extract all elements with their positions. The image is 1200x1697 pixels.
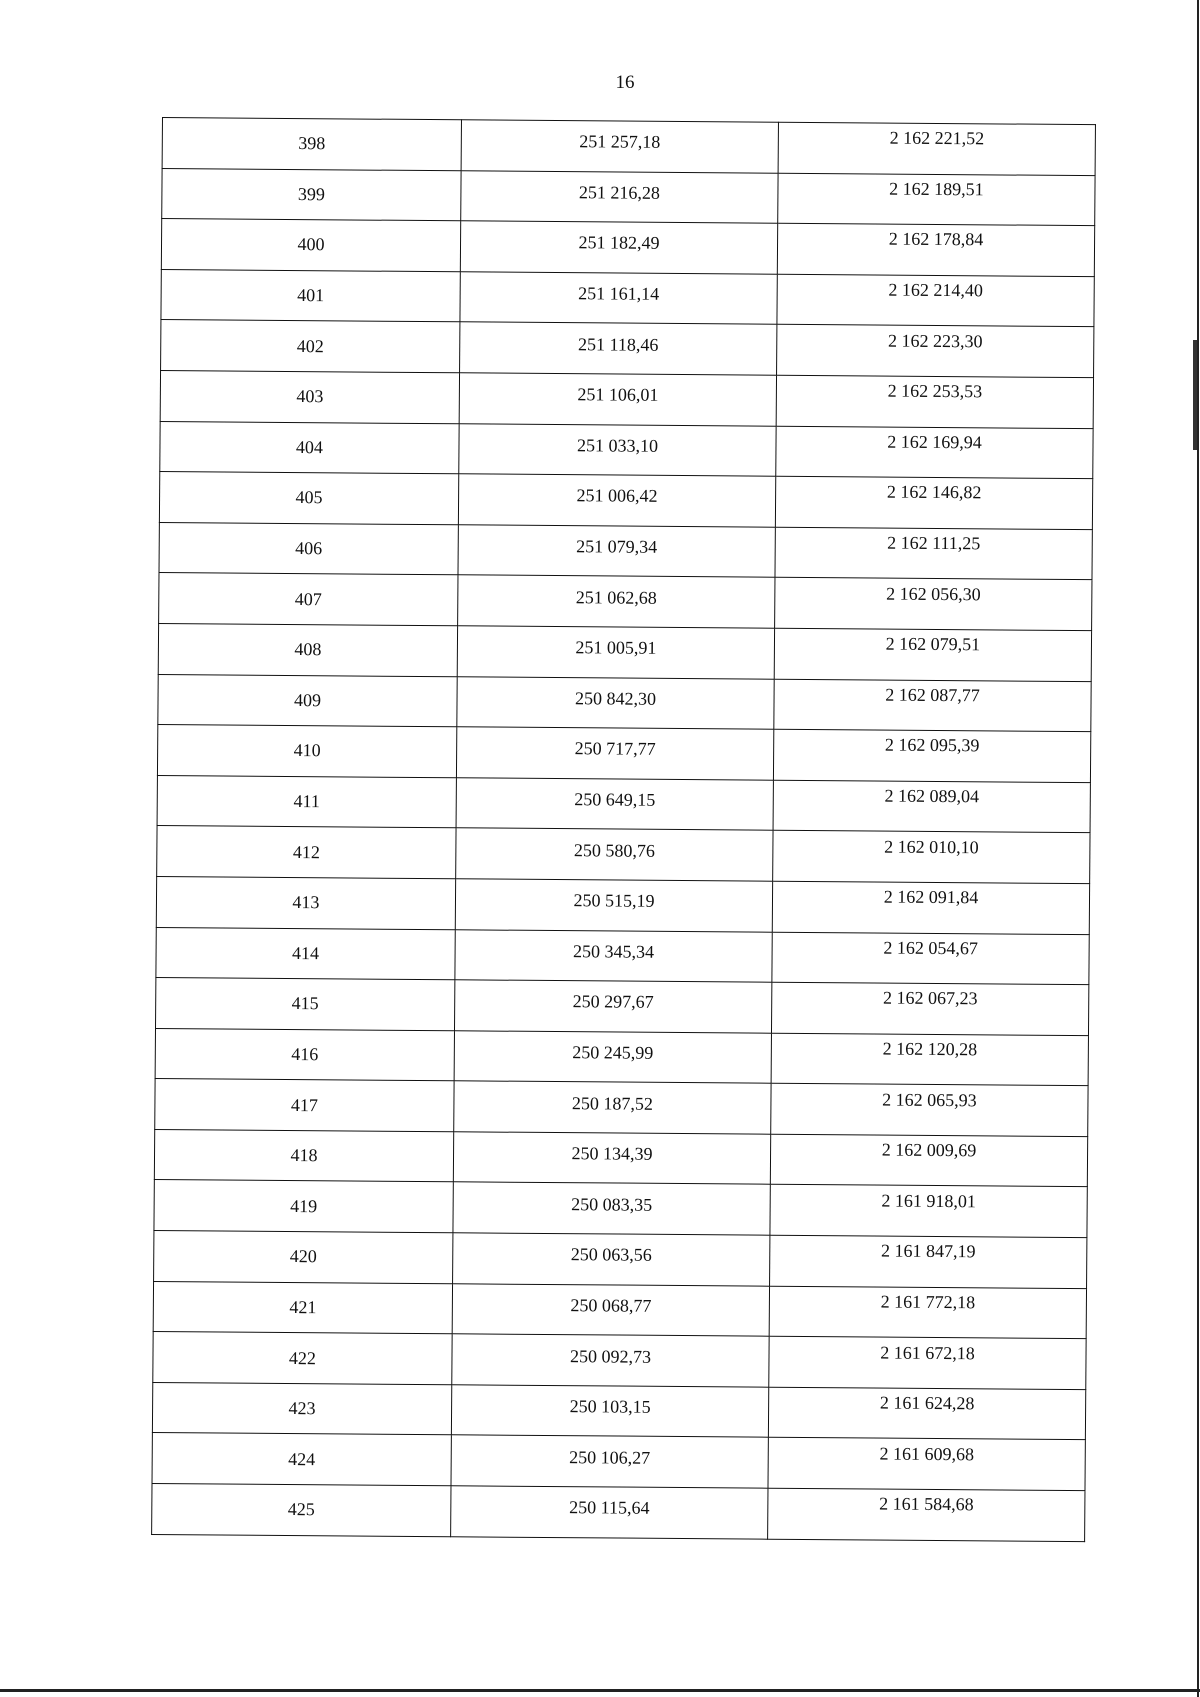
point-number-value: 403 — [296, 386, 324, 407]
point-number-cell — [160, 421, 459, 474]
x-coordinate-cell — [458, 474, 775, 527]
x-coordinate-value: 251 079,34 — [576, 536, 658, 557]
x-coordinate-value: 250 842,30 — [574, 688, 657, 709]
x-coordinate-cell — [456, 727, 773, 780]
point-number-value: 408 — [294, 639, 322, 660]
x-coordinate-cell — [455, 929, 772, 982]
point-number-value: 401 — [297, 285, 325, 306]
point-number-cell — [162, 168, 461, 221]
y-coordinate-cell — [776, 375, 1093, 428]
coordinates-table-body — [152, 118, 1096, 1542]
point-number-cell — [159, 573, 458, 626]
point-number-cell — [156, 927, 455, 980]
y-coordinate-cell — [774, 679, 1091, 732]
x-coordinate-value: 251 257,18 — [579, 131, 661, 153]
x-coordinate-value: 251 006,42 — [576, 485, 658, 507]
table-row — [159, 522, 1092, 580]
point-number-cell — [152, 1433, 451, 1486]
point-number-cell — [155, 1079, 454, 1132]
point-number-cell — [156, 978, 455, 1031]
y-coordinate-value: 2 162 221,52 — [889, 127, 985, 149]
table-row — [159, 472, 1092, 530]
point-number-cell — [156, 876, 455, 929]
x-coordinate-value: 250 345,34 — [573, 940, 655, 962]
table-row — [157, 826, 1090, 884]
x-coordinate-value: 250 134,39 — [571, 1143, 653, 1164]
y-coordinate-value: 2 162 065,93 — [882, 1089, 977, 1110]
point-number-value: 402 — [296, 335, 324, 356]
y-coordinate-value: 2 161 918,01 — [881, 1190, 977, 1212]
table-row — [156, 876, 1089, 934]
point-number-value: 405 — [295, 487, 323, 508]
x-coordinate-cell — [457, 676, 774, 729]
y-coordinate-value: 2 162 169,94 — [887, 431, 982, 453]
x-coordinate-cell — [460, 322, 777, 375]
table-row — [155, 1028, 1088, 1086]
y-coordinate-value: 2 161 672,18 — [880, 1342, 975, 1363]
x-coordinate-value: 250 649,15 — [574, 789, 656, 810]
y-coordinate-value: 2 162 056,30 — [886, 583, 981, 604]
y-coordinate-value: 2 162 111,25 — [887, 532, 981, 554]
point-number-cell — [153, 1281, 452, 1334]
x-coordinate-cell — [457, 626, 774, 679]
y-coordinate-value: 2 162 087,77 — [885, 684, 980, 706]
point-number-cell — [153, 1332, 452, 1385]
point-number-cell — [160, 370, 459, 423]
point-number-cell — [159, 522, 458, 575]
y-coordinate-value: 2 162 189,51 — [889, 178, 984, 200]
table-row — [161, 320, 1094, 378]
x-coordinate-cell — [451, 1385, 768, 1438]
point-number-value: 419 — [290, 1195, 318, 1216]
table-row — [155, 1079, 1088, 1137]
y-coordinate-value: 2 161 624,28 — [879, 1392, 975, 1414]
coordinates-table — [151, 117, 1096, 1542]
point-number-value: 406 — [295, 538, 323, 559]
y-coordinate-value: 2 162 091,84 — [883, 886, 979, 908]
point-number-cell — [158, 674, 457, 727]
y-coordinate-cell — [768, 1438, 1085, 1491]
table-row — [154, 1231, 1087, 1289]
table-row — [154, 1129, 1087, 1187]
x-coordinate-value: 250 115,64 — [569, 1497, 650, 1519]
table-row — [161, 219, 1094, 277]
point-number-cell — [157, 826, 456, 879]
x-coordinate-value: 251 005,91 — [575, 637, 657, 659]
point-number-value: 424 — [288, 1448, 316, 1469]
point-number-cell — [161, 269, 460, 322]
point-number-cell — [162, 118, 461, 171]
x-coordinate-cell — [456, 777, 773, 830]
x-coordinate-cell — [453, 1233, 770, 1286]
y-coordinate-value: 2 162 095,39 — [884, 734, 980, 756]
page-number: 16 — [615, 72, 635, 93]
coordinates-table-container — [151, 117, 1092, 1542]
table-row — [156, 927, 1089, 985]
point-number-cell — [161, 320, 460, 373]
x-coordinate-value: 250 515,19 — [573, 890, 655, 912]
y-coordinate-cell — [768, 1488, 1085, 1541]
scan-side-mark — [1193, 340, 1197, 450]
table-row — [156, 978, 1089, 1036]
y-coordinate-cell — [778, 122, 1095, 175]
point-number-cell — [157, 725, 456, 778]
y-coordinate-cell — [773, 831, 1090, 884]
x-coordinate-cell — [461, 170, 778, 223]
x-coordinate-cell — [451, 1435, 768, 1488]
x-coordinate-cell — [460, 272, 777, 325]
y-coordinate-value: 2 162 009,69 — [881, 1139, 977, 1161]
y-coordinate-value: 2 162 223,30 — [887, 330, 983, 351]
y-coordinate-value: 2 161 584,68 — [879, 1493, 974, 1515]
x-coordinate-cell — [458, 525, 775, 578]
point-number-value: 412 — [292, 841, 320, 862]
point-number-value: 414 — [292, 942, 320, 964]
point-number-cell — [154, 1180, 453, 1233]
x-coordinate-value: 250 103,15 — [569, 1396, 651, 1417]
x-coordinate-cell — [459, 373, 776, 426]
y-coordinate-cell — [771, 1033, 1088, 1086]
table-row — [160, 421, 1093, 479]
table-row — [154, 1180, 1087, 1238]
y-coordinate-cell — [772, 881, 1089, 934]
x-coordinate-value: 250 717,77 — [574, 738, 656, 760]
table-row — [159, 573, 1092, 631]
point-number-value: 413 — [292, 892, 320, 913]
x-coordinate-cell — [451, 1486, 768, 1539]
y-coordinate-value: 2 162 253,53 — [887, 380, 983, 402]
y-coordinate-cell — [771, 982, 1088, 1035]
y-coordinate-cell — [778, 173, 1095, 226]
y-coordinate-cell — [772, 932, 1089, 985]
y-coordinate-cell — [775, 527, 1092, 580]
x-coordinate-cell — [455, 879, 772, 932]
point-number-value: 409 — [293, 689, 322, 711]
x-coordinate-value: 251 106,01 — [577, 384, 659, 406]
x-coordinate-cell — [453, 1132, 770, 1185]
x-coordinate-value: 251 182,49 — [578, 232, 660, 254]
y-coordinate-cell — [777, 223, 1094, 276]
y-coordinate-value: 2 161 847,19 — [880, 1240, 976, 1262]
x-coordinate-value: 250 068,77 — [570, 1295, 652, 1316]
point-number-cell — [152, 1483, 451, 1536]
y-coordinate-cell — [773, 780, 1090, 833]
point-number-cell — [161, 219, 460, 272]
point-number-cell — [152, 1382, 451, 1435]
y-coordinate-cell — [775, 476, 1092, 529]
table-row — [157, 725, 1090, 783]
table-row — [157, 775, 1090, 833]
y-coordinate-value: 2 162 214,40 — [888, 279, 984, 301]
y-coordinate-value: 2 162 010,10 — [884, 836, 979, 857]
y-coordinate-cell — [769, 1286, 1086, 1339]
x-coordinate-cell — [454, 980, 771, 1033]
x-coordinate-cell — [452, 1334, 769, 1387]
y-coordinate-value: 2 161 772,18 — [880, 1291, 976, 1313]
x-coordinate-value: 250 092,73 — [569, 1345, 652, 1367]
point-number-cell — [154, 1129, 453, 1182]
x-coordinate-cell — [458, 575, 775, 628]
point-number-value: 416 — [291, 1044, 319, 1065]
x-coordinate-value: 250 106,27 — [569, 1446, 651, 1468]
y-coordinate-cell — [770, 1134, 1087, 1187]
x-coordinate-cell — [459, 423, 776, 476]
table-row — [152, 1433, 1085, 1491]
table-row — [158, 623, 1091, 681]
y-coordinate-value: 2 162 067,23 — [882, 987, 978, 1009]
y-coordinate-value: 2 162 178,84 — [888, 229, 984, 250]
y-coordinate-cell — [777, 274, 1094, 327]
x-coordinate-value: 250 187,52 — [571, 1092, 654, 1114]
x-coordinate-value: 250 297,67 — [572, 991, 654, 1013]
x-coordinate-cell — [460, 221, 777, 274]
table-row — [153, 1332, 1086, 1390]
point-number-value: 411 — [293, 791, 320, 812]
point-number-value: 420 — [289, 1246, 317, 1267]
x-coordinate-value: 250 580,76 — [573, 839, 655, 861]
y-coordinate-cell — [777, 325, 1094, 378]
y-coordinate-value: 2 161 609,68 — [879, 1443, 975, 1465]
x-coordinate-value: 251 033,10 — [576, 435, 659, 456]
x-coordinate-value: 251 161,14 — [578, 283, 660, 304]
y-coordinate-cell — [770, 1235, 1087, 1288]
table-row — [162, 118, 1095, 176]
x-coordinate-cell — [452, 1283, 769, 1336]
y-coordinate-value: 2 162 054,67 — [883, 937, 978, 959]
y-coordinate-cell — [770, 1185, 1087, 1238]
x-coordinate-cell — [454, 1081, 771, 1134]
point-number-cell — [155, 1028, 454, 1081]
x-coordinate-value: 250 245,99 — [572, 1042, 654, 1063]
table-row — [152, 1483, 1085, 1541]
x-coordinate-cell — [461, 120, 778, 173]
table-row — [153, 1281, 1086, 1339]
point-number-cell — [158, 623, 457, 676]
y-coordinate-value: 2 162 089,04 — [884, 785, 980, 807]
point-number-value: 421 — [289, 1296, 317, 1318]
y-coordinate-cell — [768, 1387, 1085, 1440]
table-row — [158, 674, 1091, 732]
x-coordinate-value: 251 118,46 — [578, 333, 659, 355]
scan-bottom-edge — [0, 1689, 1200, 1692]
point-number-value: 417 — [290, 1094, 318, 1115]
table-row — [161, 269, 1094, 327]
table-row — [160, 370, 1093, 428]
point-number-value: 400 — [297, 234, 325, 255]
point-number-value: 404 — [295, 436, 324, 458]
y-coordinate-cell — [769, 1336, 1086, 1389]
point-number-value: 415 — [291, 993, 319, 1014]
point-number-cell — [157, 775, 456, 828]
point-number-value: 423 — [288, 1398, 316, 1419]
y-coordinate-cell — [773, 729, 1090, 782]
y-coordinate-cell — [771, 1083, 1088, 1136]
table-row — [162, 168, 1095, 226]
x-coordinate-value: 251 216,28 — [578, 182, 661, 203]
point-number-value: 399 — [297, 183, 325, 205]
point-number-value: 407 — [294, 588, 322, 609]
table-row — [152, 1382, 1085, 1440]
point-number-cell — [154, 1231, 453, 1284]
y-coordinate-value: 2 162 146,82 — [886, 482, 982, 503]
y-coordinate-cell — [776, 426, 1093, 479]
y-coordinate-value: 2 162 079,51 — [885, 633, 981, 655]
point-number-cell — [159, 472, 458, 525]
x-coordinate-cell — [454, 1030, 771, 1083]
point-number-value: 398 — [298, 133, 326, 154]
point-number-value: 425 — [287, 1499, 315, 1520]
y-coordinate-cell — [774, 628, 1091, 681]
x-coordinate-value: 250 083,35 — [571, 1193, 653, 1215]
y-coordinate-cell — [775, 578, 1092, 631]
point-number-value: 422 — [288, 1347, 317, 1368]
x-coordinate-value: 250 063,56 — [570, 1244, 652, 1266]
point-number-value: 410 — [293, 740, 321, 761]
x-coordinate-value: 251 062,68 — [575, 586, 657, 608]
y-coordinate-value: 2 162 120,28 — [882, 1038, 978, 1060]
point-number-value: 418 — [290, 1145, 318, 1166]
x-coordinate-cell — [453, 1182, 770, 1235]
scan-right-edge — [1197, 0, 1199, 1697]
x-coordinate-cell — [456, 828, 773, 881]
